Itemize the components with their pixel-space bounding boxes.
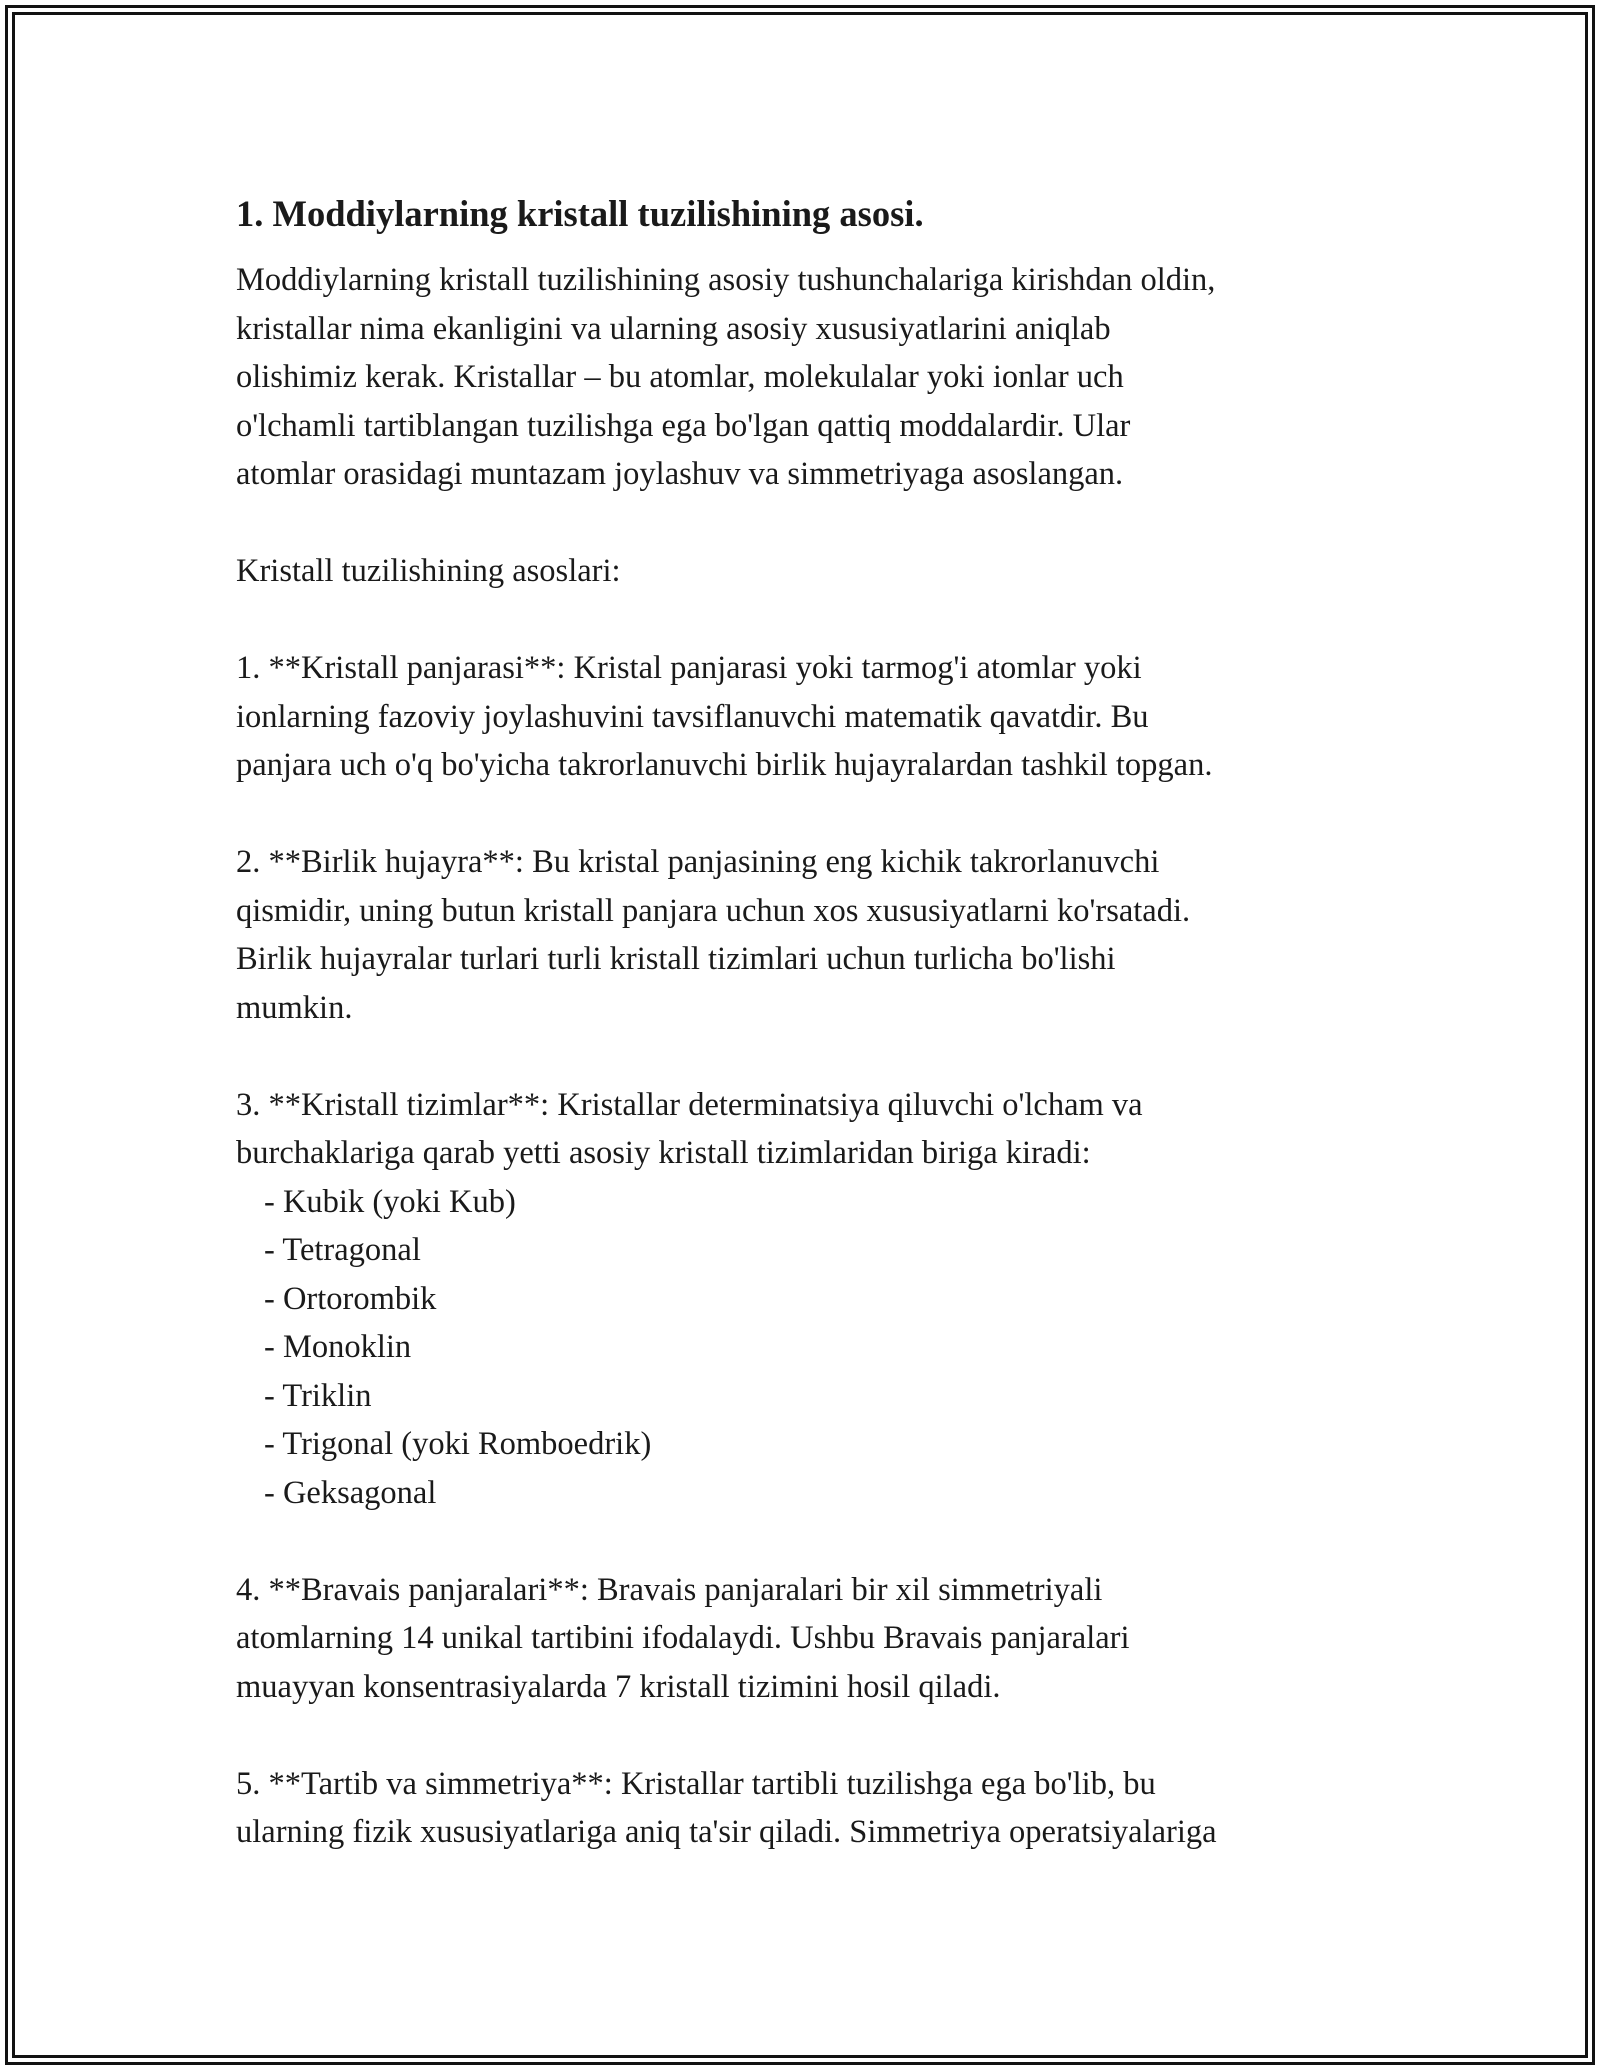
item-unit-cell — [236, 838, 1376, 1032]
paragraph-line: kristallar nima ekanligini va ularning asosiy xususiyatlarini aniqlab — [236, 310, 1111, 347]
crystal-systems-list — [236, 1178, 1376, 1518]
list-item: - Kubik (yoki Kub) — [264, 1183, 516, 1220]
paragraph-line: atomlarning 14 unikal tartibini ifodalaydi. Ushbu Bravais panjaralari — [236, 1620, 1130, 1656]
basics-label — [236, 547, 1376, 596]
list-item: - Tetragonal — [264, 1232, 421, 1268]
paragraph-line: ularning fizik xususiyatlariga aniq ta'sir qiladi. Simmetriya operatsiyalariga — [236, 1814, 1217, 1850]
paragraph-line: Birlik hujayralar turlari turli kristall tizimlari uchun turlicha bo'lishi — [236, 941, 1116, 977]
paragraph-line: atomlar orasidagi muntazam joylashuv va simmetriyaga asoslangan. — [236, 456, 1124, 492]
paragraph-line: 1. **Kristall panjarasi**: Kristal panjarasi yoki tarmog'i atomlar yoki — [236, 650, 1142, 686]
list-item: - Monoklin — [264, 1329, 412, 1365]
item-crystal-systems — [236, 1081, 1376, 1178]
document-body — [236, 186, 1376, 1905]
paragraph-line: mumkin. — [236, 989, 353, 1026]
paragraph-line: burchaklariga qarab yetti asosiy kristall tizimlaridan biriga kiradi: — [236, 1135, 1091, 1171]
list-item: - Trigonal (yoki Romboedrik) — [264, 1426, 652, 1462]
item-crystal-lattice — [236, 644, 1376, 790]
item-bravais-lattices — [236, 1566, 1376, 1712]
list-item: - Ortorombik — [264, 1280, 437, 1317]
list-item: - Geksagonal — [264, 1474, 437, 1511]
intro-paragraph — [236, 256, 1376, 499]
paragraph-line: olishimiz kerak. Kristallar – bu atomlar, molekulalar yoki ionlar uch — [236, 359, 1124, 395]
paragraph-line: qismidir, uning butun kristall panjara uchun xos xususiyatlarni ko'rsatadi. — [236, 892, 1191, 929]
item-order-symmetry — [236, 1760, 1376, 1857]
section-heading: 1. Moddiylarning kristall tuzilishining asosi. — [236, 193, 924, 234]
paragraph-line: muayyan konsentrasiyalarda 7 kristall tizimini hosil qiladi. — [236, 1668, 1001, 1705]
paragraph-line: 2. **Birlik hujayra**: Bu kristal panjasining eng kichik takrorlanuvchi — [236, 844, 1160, 880]
paragraph-line: panjara uch o'q bo'yicha takrorlanuvchi birlik hujayralardan tashkil topgan. — [236, 747, 1213, 783]
paragraph-line: o'lchamli tartiblangan tuzilishga ega bo'lgan qattiq moddalardir. Ular — [236, 407, 1131, 444]
paragraph-line: Moddiylarning kristall tuzilishining asosiy tushunchalariga kirishdan oldin, — [236, 262, 1216, 298]
list-item: - Triklin — [264, 1377, 372, 1414]
paragraph-line: 3. **Kristall tizimlar**: Kristallar determinatsiya qiluvchi o'lcham va — [236, 1086, 1143, 1123]
paragraph-line: Kristall tuzilishining asoslari: — [236, 553, 621, 589]
paragraph-line: 5. **Tartib va simmetriya**: Kristallar tartibli tuzilishga ega bo'lib, bu — [236, 1765, 1156, 1802]
paragraph-line: 4. **Bravais panjaralari**: Bravais panjaralari bir xil simmetriyali — [236, 1571, 1103, 1608]
paragraph-line: ionlarning fazoviy joylashuvini tavsiflanuvchi matematik qavatdir. Bu — [236, 698, 1149, 735]
